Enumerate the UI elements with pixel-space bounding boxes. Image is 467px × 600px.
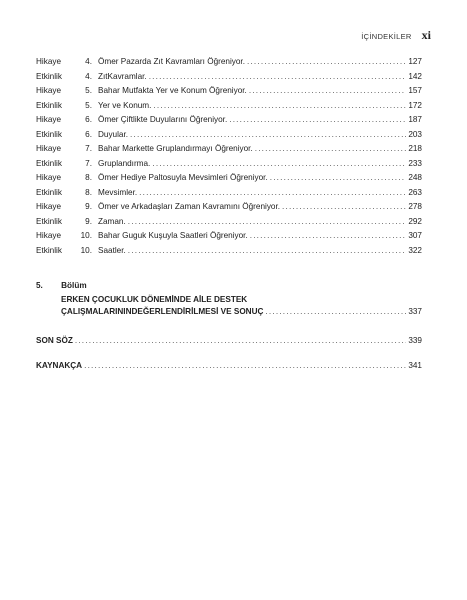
entry-page: 292	[408, 216, 422, 226]
toc-entry[interactable]	[36, 56, 422, 68]
entry-title: SON SÖZ	[36, 336, 73, 345]
entry-kind: Etkinlik	[36, 100, 62, 110]
dot-leader	[152, 158, 406, 170]
entry-page: 322	[408, 245, 422, 255]
dot-leader	[282, 201, 406, 213]
toc-entry[interactable]	[36, 201, 422, 213]
toc-entry[interactable]	[36, 216, 422, 228]
entry-number: 6.	[85, 115, 92, 124]
entry-number: 10.	[80, 231, 92, 240]
entry-page: 172	[408, 100, 422, 110]
toc-entry[interactable]	[36, 129, 422, 141]
toc-entry-son-soz[interactable]	[36, 335, 422, 347]
entry-title: Gruplandırma.	[98, 158, 151, 168]
chapter-label: Bölüm	[61, 281, 87, 290]
entry-title: Bahar Guguk Kuşuyla Saatleri Öğreniyor.	[98, 231, 248, 240]
entry-page: 127	[408, 57, 422, 66]
entry-number: 4.	[85, 57, 92, 66]
entry-page: 339	[408, 336, 422, 345]
dot-leader	[75, 335, 406, 347]
entry-kind: Etkinlik	[36, 187, 62, 197]
toc-entry-kaynakca[interactable]	[36, 360, 422, 372]
toc-entry[interactable]	[36, 71, 422, 83]
entry-number: 7.	[85, 158, 92, 168]
entry-number: 4.	[85, 71, 92, 81]
toc-entry[interactable]	[36, 143, 422, 155]
entry-page: 278	[408, 202, 422, 211]
entry-kind: Hikaye	[36, 115, 62, 124]
entry-kind: Etkinlik	[36, 71, 62, 81]
dot-leader	[250, 230, 407, 242]
entry-title: KAYNAKÇA	[36, 361, 83, 370]
entry-page: 203	[408, 129, 422, 139]
toc-entry[interactable]	[36, 230, 422, 242]
toc-entry[interactable]	[36, 85, 422, 97]
dot-leader	[84, 360, 406, 372]
entry-page: 218	[408, 144, 422, 153]
entry-title: Duyular.	[98, 129, 129, 139]
entry-number: 5.	[85, 100, 92, 110]
chapter-title-line2: ÇALIŞMALARININDEĞERLENDİRİLMESİ VE SONUÇ	[61, 307, 264, 316]
entry-title: Bahar Markette Gruplandırmayı Öğreniyor.	[98, 144, 253, 153]
entry-kind: Hikaye	[36, 231, 62, 240]
dot-leader	[247, 56, 406, 68]
entry-kind: Hikaye	[36, 173, 62, 182]
entry-title: Ömer Pazarda Zıt Kavramları Öğreniyor.	[98, 57, 245, 66]
entry-kind: Hikaye	[36, 86, 62, 95]
entry-number: 8.	[85, 187, 92, 197]
entry-number: 10.	[80, 245, 92, 255]
entry-page: 187	[408, 115, 422, 124]
entry-kind: Etkinlik	[36, 129, 62, 139]
entry-number: 9.	[85, 202, 92, 211]
header-page-number: xi	[421, 28, 431, 42]
entry-title: ZıtKavramlar.	[98, 71, 147, 81]
dot-leader	[229, 114, 406, 126]
entry-page: 233	[408, 158, 422, 168]
entry-page: 307	[408, 231, 422, 240]
entry-kind: Etkinlik	[36, 245, 62, 255]
entry-number: 9.	[85, 216, 92, 226]
entry-number: 6.	[85, 129, 92, 139]
toc-entry[interactable]	[36, 114, 422, 126]
dot-leader	[130, 129, 406, 141]
toc-entry[interactable]	[36, 172, 422, 184]
dot-leader	[153, 100, 406, 112]
dot-leader	[270, 172, 407, 184]
entry-kind: Hikaye	[36, 57, 62, 66]
dot-leader	[128, 216, 407, 228]
entry-title: Saatler.	[98, 245, 126, 255]
dot-leader	[265, 306, 406, 318]
entry-page: 248	[408, 173, 422, 182]
chapter-page: 337	[408, 307, 422, 316]
running-header	[361, 28, 431, 43]
entry-number: 5.	[85, 86, 92, 95]
dot-leader	[128, 245, 407, 257]
entry-kind: Etkinlik	[36, 216, 62, 226]
entry-page: 263	[408, 187, 422, 197]
toc-entry[interactable]	[36, 245, 422, 257]
entry-kind: Hikaye	[36, 144, 62, 153]
entry-title: Ömer ve Arkadaşları Zaman Kavramını Öğreniyor.	[98, 202, 281, 211]
entry-title: Ömer Çiftlikte Duyularını Öğreniyor.	[98, 115, 228, 124]
entry-page: 341	[408, 361, 422, 370]
toc-entry[interactable]	[36, 187, 422, 199]
chapter-title-line1: ERKEN ÇOCUKLUK DÖNEMİNDE AİLE DESTEK	[61, 295, 248, 304]
header-title: İÇİNDEKİLER	[361, 32, 412, 41]
entry-page: 142	[408, 71, 422, 81]
toc-entry[interactable]	[36, 100, 422, 112]
entry-title: Bahar Mutfakta Yer ve Konum Öğreniyor.	[98, 86, 247, 95]
entry-number: 7.	[85, 144, 92, 153]
chapter-title-entry[interactable]	[61, 306, 422, 318]
entry-title: Zaman.	[98, 216, 126, 226]
dot-leader	[149, 71, 407, 83]
entry-page: 157	[408, 86, 422, 95]
entry-title: Yer ve Konum.	[98, 100, 152, 110]
chapter-heading	[36, 281, 87, 290]
entry-kind: Etkinlik	[36, 158, 62, 168]
dot-leader	[249, 85, 407, 97]
toc-entry[interactable]	[36, 158, 422, 170]
entry-kind: Hikaye	[36, 202, 62, 211]
dot-leader	[255, 143, 407, 155]
entry-number: 8.	[85, 173, 92, 182]
chapter-number: 5.	[36, 281, 43, 290]
dot-leader	[139, 187, 406, 199]
entry-title: Ömer Hediye Paltosuyla Mevsimleri Öğreniyor.	[98, 173, 268, 182]
entry-title: Mevsimler.	[98, 187, 138, 197]
